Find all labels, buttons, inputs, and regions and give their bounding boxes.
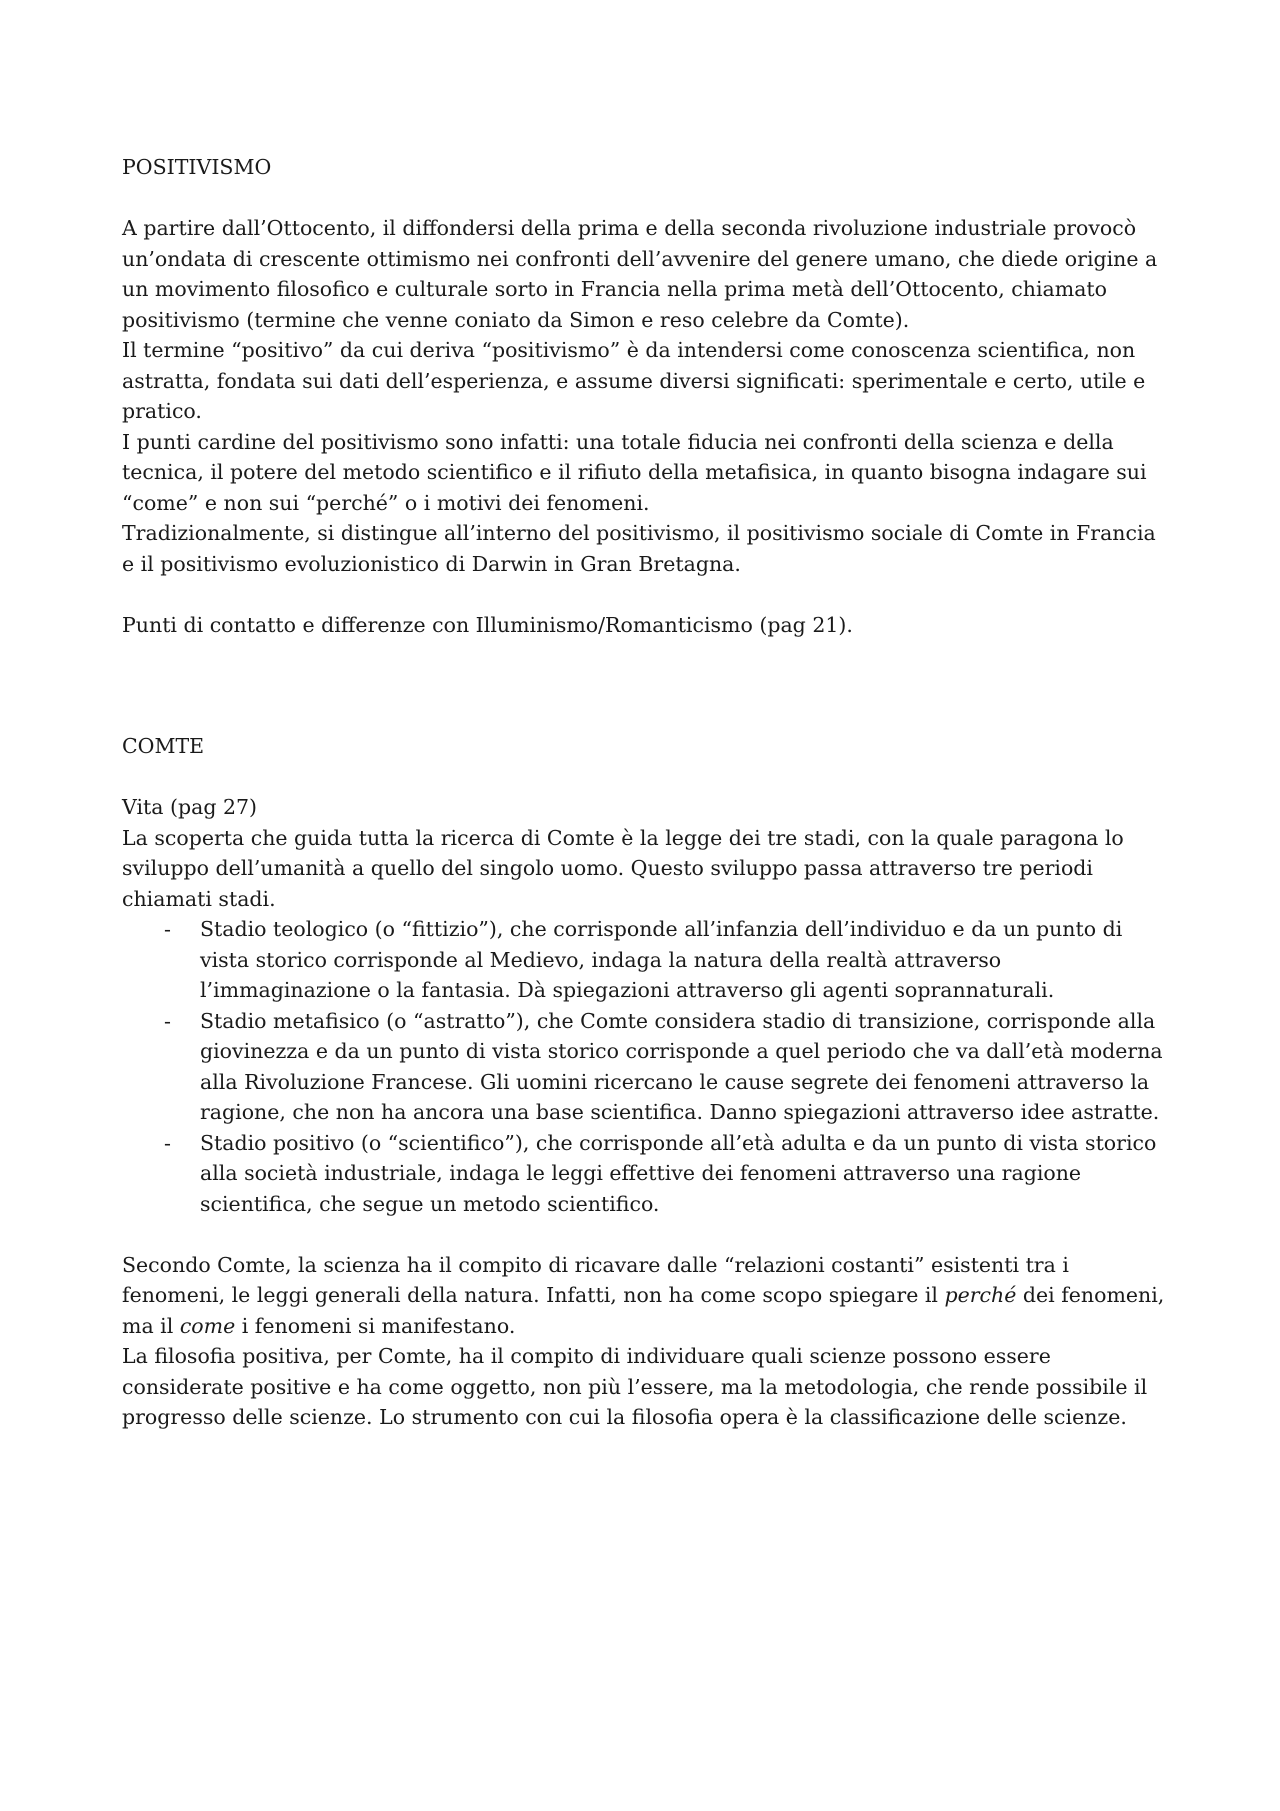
emphasis-come: come: [179, 1313, 236, 1338]
paragraph-note: Punti di contatto e differenze con Illuminismo/Romanticismo (pag 21).: [122, 612, 853, 637]
list-item-text: Stadio metafisico (o “astratto”), che Comte considera stadio di transizione, corrisponde alla giovinezza e da un punto di vista storico corrisponde a quel periodo che va dall’età moderna alla Rivoluzione Francese. Gli uomini ricercano le cause segrete dei fenomeni attraverso la ragione, che non ha ancora una base scientifica. Danno spiegazioni attraverso idee astratte.: [200, 1008, 1163, 1124]
list-item-text: Stadio teologico (o “fittizio”), che corrisponde all’infanzia dell’individuo e da un punto di vista storico corrisponde al Medievo, indaga la natura della realtà attraverso l’immaginazione o la fantasia. Dà spiegazioni attraverso gli agenti soprannaturali.: [200, 917, 1123, 1002]
list-item-stadio-teologico: [122, 914, 1170, 1006]
stadi-list: [122, 914, 1170, 1219]
emphasis-perche: perché: [944, 1283, 1017, 1307]
list-item-stadio-positivo: [122, 1128, 1170, 1220]
paragraph-filosofia-positiva: La filosofia positiva, per Comte, ha il compito di individuare quali scienze possono essere considerate positive e ha come oggetto, non più l’essere, ma la metodologia, che rende possibile il progresso delle scienze. Lo strumento con cui la filosofia opera è la classificazione delle scienze.: [122, 1344, 1148, 1429]
paragraph-punti-cardine: I punti cardine del positivismo sono infatti: una totale fiducia nei confronti della scienza e della tecnica, il potere del metodo scientifico e il rifiuto della metafisica, in quanto bisogna indagare sui “come” e non sui “perché” o i motivi dei fenomeni.: [122, 429, 1147, 515]
section-title-positivismo: POSITIVISMO: [122, 155, 272, 179]
text-span: dei fenomeni, ma il: [122, 1283, 1165, 1338]
text-span: Secondo Comte, la scienza ha il compito di ricavare dalle “relazioni costanti” esistenti tra i fenomeni, le leggi generali della natura. Infatti, non ha come scopo spiegare il: [122, 1252, 1069, 1307]
paragraph-intro: A partire dall’Ottocento, il diffondersi della prima e della seconda rivoluzione industriale provocò un’ondata di crescente ottimismo nei confronti dell’avvenire del genere umano, che diede origine a un movimento filosofico e culturale sorto in Francia nella prima metà dell’Ottocento, chiamato positivismo (termine che venne coniato da Simon e reso celebre da Comte).: [122, 216, 1158, 332]
list-item-text: Stadio positivo (o “scientifico”), che corrisponde all’età adulta e da un punto di vista storico alla società industriale, indaga le leggi effettive dei fenomeni attraverso una ragione scientifica, che segue un metodo scientifico.: [200, 1130, 1157, 1216]
spacer: [122, 1219, 1170, 1250]
section-title-comte: COMTE: [122, 734, 205, 758]
spacer: [122, 640, 1170, 731]
subtitle-vita: Vita (pag 27): [122, 795, 258, 819]
bullet-dash: -: [164, 917, 171, 941]
paragraph-tradizionalmente: Tradizionalmente, si distingue all’interno del positivismo, il positivismo sociale di Comte in Francia e il positivismo evoluzionistico di Darwin in Gran Bretagna.: [122, 521, 1156, 576]
spacer: [122, 762, 1170, 793]
spacer: [122, 579, 1170, 610]
spacer: [122, 183, 1170, 214]
text-span: i fenomeni si manifestano.: [235, 1313, 516, 1338]
list-item-stadio-metafisico: [122, 1006, 1170, 1128]
bullet-dash: -: [164, 1008, 171, 1033]
paragraph-legge-tre-stadi: La scoperta che guida tutta la ricerca di Comte è la legge dei tre stadi, con la quale paragona lo sviluppo dell’umanità a quello del singolo uomo. Questo sviluppo passa attraverso tre periodi chiamati stadi.: [122, 825, 1124, 911]
bullet-dash: -: [164, 1130, 171, 1155]
paragraph-scienza: [122, 1250, 1170, 1342]
paragraph-positivo: Il termine “positivo” da cui deriva “positivismo” è da intendersi come conoscenza scientifica, non astratta, fondata sui dati dell’esperienza, e assume diversi significati: sperimentale e certo, utile e pratico.: [122, 338, 1146, 423]
